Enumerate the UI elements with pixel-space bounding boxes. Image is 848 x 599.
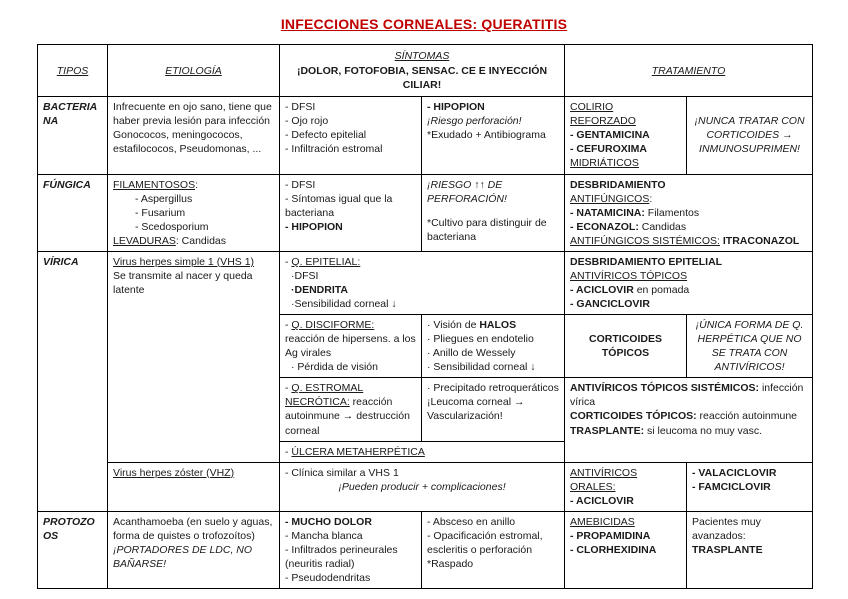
text-line: - Fusarium (135, 206, 186, 219)
drug-name: - GANCICLOVIR (570, 298, 650, 310)
text-line: ANTIVÍRICOS TÓPICOS (570, 269, 688, 282)
text-line: Virus herpes simple 1 (VHS 1) (113, 255, 255, 268)
warning-note: ¡ÚNICA FORMA DE Q. HERPÉTICA QUE NO SE TRATA CON ANTIVÍRICOS! (695, 319, 804, 374)
text-line: ·DENDRITA (291, 283, 348, 296)
row-virica-epitelial (38, 251, 813, 314)
drug-name: - VALACICLOVIR (692, 466, 777, 479)
protozoos-tratamiento-cell-2 (687, 511, 813, 588)
text-line: · Anillo de Wessely (427, 347, 516, 360)
text-line: - Clínica similar a VHS 1 (285, 466, 399, 479)
virica-sintomas-estromal-cell-1 (280, 378, 422, 441)
drug-name: - NATAMICINA: (570, 206, 645, 219)
text-line: si leucoma no muy vasc. (644, 424, 762, 437)
header-row (38, 45, 813, 97)
text-line: Acanthamoeba (en suelo y aguas, forma de quistes o trofozoítos) (113, 515, 273, 542)
virica-tratamiento-disciforme-cell-1 (565, 315, 687, 378)
text-line: - Absceso en anillo (427, 515, 516, 528)
text-line: COLIRIO REFORZADO (570, 101, 636, 128)
drug-name: ITRACONAZOL (719, 234, 800, 247)
protozoos-tipo-cell (38, 511, 108, 588)
drug-name: - FAMCICLOVIR (692, 480, 771, 493)
text-line: - Ojo rojo (285, 115, 329, 128)
text-line: Infrecuente en ojo sano, tiene que haber previa lesión para infección Gonococos, meningococos, estafilococos, Pseudomonas, ... (113, 101, 272, 156)
drug-name: CORTICOIDES TÓPICOS (589, 333, 662, 360)
text-line: ·DFSI (291, 269, 319, 282)
text-line: - DFSI (285, 101, 316, 114)
virica-sintomas-estromal-cell-2 (422, 378, 565, 441)
text-line: ANTIFÚNGICOS (570, 192, 650, 205)
text-line: - Pseudodendritas (285, 572, 371, 585)
tipo-label: VÍRICA (43, 255, 79, 268)
text-line: · Visión de (427, 319, 480, 332)
tipo-label: FÚNGICA (43, 178, 91, 191)
virica-tipo-cell (38, 251, 108, 511)
bacteriana-etiologia-cell (108, 97, 280, 174)
text-line: : Candidas (175, 234, 227, 247)
col-header-sintomas (280, 45, 565, 97)
virica-etiologia-vhs-cell (108, 251, 280, 462)
text-line: · Pérdida de visión (291, 361, 378, 374)
text-line: ¡Riesgo perforación! (427, 115, 522, 128)
text-line: Se transmite al nacer y queda latente (113, 269, 253, 296)
text-line: Q. DISCIFORME: (291, 319, 375, 332)
text-line: Candidas (638, 220, 687, 233)
drug-name: TRASPLANTE: (570, 424, 645, 437)
text-line: Pacientes muy avanzados: (692, 515, 761, 542)
protozoos-sintomas-cell-2 (422, 511, 565, 588)
text-line: - Aspergillus (135, 192, 193, 205)
header-label: ETIOLOGÍA (165, 64, 222, 77)
text-line: - Síntomas igual que la bacteriana (285, 192, 393, 219)
drug-name: ANTIVÍRICOS TÓPICOS SISTÉMICOS: (570, 382, 760, 395)
header-label: TIPOS (56, 64, 89, 77)
bacteriana-tratamiento-cell-1 (565, 97, 687, 174)
text-line: reacción de hipersens. a los Ag virales (285, 333, 416, 360)
text-line: DESBRIDAMIENTO EPITELIAL (570, 255, 723, 268)
fungica-tipo-cell (38, 174, 108, 251)
text-line: - (285, 382, 292, 395)
text-line: · Sensibilidad corneal ↓ (427, 361, 536, 374)
virica-tratamiento-vhz-cell-1 (565, 462, 687, 511)
text-line: ANTIVÍRICOS ORALES: (570, 466, 638, 493)
tipo-label: BACTERIANA (43, 101, 98, 128)
text-line: FILAMENTOSOS (113, 178, 196, 191)
tipo-label: PROTOZOOS (43, 515, 95, 542)
col-header-tratamiento (565, 45, 813, 97)
text-line: - Infiltrados perineurales (neuritis radial) (285, 543, 398, 570)
text-line: Q. ESTROMAL NECRÓTICA: (285, 382, 364, 409)
text-line: LEVADURAS (113, 234, 176, 247)
row-protozoos (38, 511, 813, 588)
text-line: · Precipitado retroqueráticos (427, 382, 559, 395)
virica-etiologia-vhz-cell (108, 462, 280, 511)
text-line: · Pliegues en endotelio (427, 333, 534, 346)
header-label: TRATAMIENTO (651, 64, 726, 77)
queratitis-table (37, 44, 813, 589)
protozoos-tratamiento-cell-1 (565, 511, 687, 588)
drug-name: - ACICLOVIR (570, 283, 634, 296)
text-line: - Scedosporium (135, 220, 209, 233)
row-bacteriana (38, 97, 813, 174)
text-line: ¡Pueden producir + complicaciones! (338, 480, 506, 493)
text-line: reacción autoinmune (696, 410, 798, 423)
warning-note: ¡NUNCA TRATAR CON CORTICOIDES → INMUNOSUPRIMEN! (694, 115, 805, 156)
text-line: - Opacificación estromal, escleritis o perforación (427, 529, 543, 556)
text-line: en pomada (633, 283, 690, 296)
text-line: - Infiltración estromal (285, 143, 383, 156)
text-line: HALOS (479, 319, 517, 332)
virica-sintomas-disciforme-cell-1 (280, 315, 422, 378)
fungica-sintomas-cell-2 (422, 174, 565, 251)
text-line: - HIPOPION (427, 101, 485, 114)
virica-tratamiento-vhz-cell-2 (687, 462, 813, 511)
text-line: ·Sensibilidad corneal ↓ (291, 298, 397, 310)
text-line: - GENTAMICINA (570, 129, 650, 142)
bacteriana-sintomas-cell-1 (280, 97, 422, 174)
drug-name: TRASPLANTE (692, 543, 763, 556)
text-line: reacción autoinmune → destrucción corneal (285, 396, 410, 437)
virica-tratamiento-estromal-cell (565, 378, 813, 462)
bacteriana-sintomas-cell-2 (422, 97, 565, 174)
virica-sintomas-vhz-cell (280, 462, 565, 511)
text-line: Q. EPITELIAL: (291, 255, 361, 268)
virica-tratamiento-disciforme-cell-2 (687, 315, 813, 378)
text-line: *Raspado (427, 558, 474, 570)
fungica-etiologia-cell: FILAMENTOSOS: - Aspergillus - Fusarium - Scedosporium LEVADURAS: Candidas (108, 174, 280, 251)
text-line: *Cultivo para distinguir de bacteriana (427, 216, 547, 243)
text-line: - Mancha blanca (285, 529, 363, 542)
bacteriana-tratamiento-cell-2 (687, 97, 813, 174)
text-line: infección vírica (570, 382, 804, 409)
text-line: ÚLCERA METAHERPÉTICA (291, 445, 425, 458)
header-label: SÍNTOMAS (394, 50, 450, 62)
text-line: ¡Leucoma corneal → (427, 396, 525, 409)
fungica-tratamiento-cell: DESBRIDAMIENTO ANTIFÚNGICOS: - NATAMICINA: Filamentos - ECONAZOL: Candidas ANTIFÚNGICOS SISTÉMICOS: ITRACONAZOL (565, 174, 813, 251)
text-line: Virus herpes zóster (VHZ) (113, 466, 235, 479)
fungica-sintomas-cell-1 (280, 174, 422, 251)
warning-note: ¡PORTADORES DE LDC, NO BAÑARSE! (113, 543, 253, 570)
text-line: ¡RIESGO ↑↑ DE PERFORACIÓN! (427, 178, 507, 205)
text-line: - DFSI (285, 178, 316, 191)
row-fungica (38, 174, 813, 251)
text-line: - (285, 319, 292, 332)
text-line: - CEFUROXIMA (570, 143, 648, 156)
text-line: AMEBICIDAS (570, 515, 635, 528)
protozoos-sintomas-cell-1 (280, 511, 422, 588)
page-title: INFECCIONES CORNEALES: QUERATITIS (280, 16, 568, 32)
text-line: - (285, 255, 292, 268)
text-line: - Defecto epitelial (285, 129, 367, 142)
text-line: - (285, 445, 292, 458)
virica-tratamiento-epitelial-cell (565, 251, 813, 314)
virica-sintomas-disciforme-cell-2 (422, 315, 565, 378)
bacteriana-tipo-cell (38, 97, 108, 174)
sintomas-subtitle: ¡DOLOR, FOTOFOBIA, SENSAC. CE E INYECCIÓN CILIAR! (296, 65, 548, 92)
text-line: ANTIFÚNGICOS SISTÉMICOS: (570, 234, 720, 247)
protozoos-etiologia-cell (108, 511, 280, 588)
virica-sintomas-ulcera-cell (280, 441, 565, 462)
col-header-etiologia (108, 45, 280, 97)
text-line: MIDRIÁTICOS (570, 157, 639, 170)
row-virica-zoster (38, 462, 813, 511)
drug-name: CORTICOIDES TÓPICOS: (570, 410, 697, 423)
text-line: - MUCHO DOLOR (285, 515, 372, 528)
virica-sintomas-epitelial-cell (280, 251, 565, 314)
text-line: *Exudado + Antibiograma (427, 129, 546, 142)
text-line: Filamentos (644, 206, 700, 219)
text-line: DESBRIDAMIENTO (570, 178, 666, 191)
drug-name: - ACICLOVIR (570, 494, 634, 507)
col-header-tipos (38, 45, 108, 97)
drug-name: - ECONAZOL: (570, 220, 639, 233)
drug-name: - CLORHEXIDINA (570, 543, 657, 556)
text-line: - HIPOPION (285, 220, 343, 233)
text-line: Vascularización! (427, 410, 503, 423)
drug-name: - PROPAMIDINA (570, 529, 651, 542)
